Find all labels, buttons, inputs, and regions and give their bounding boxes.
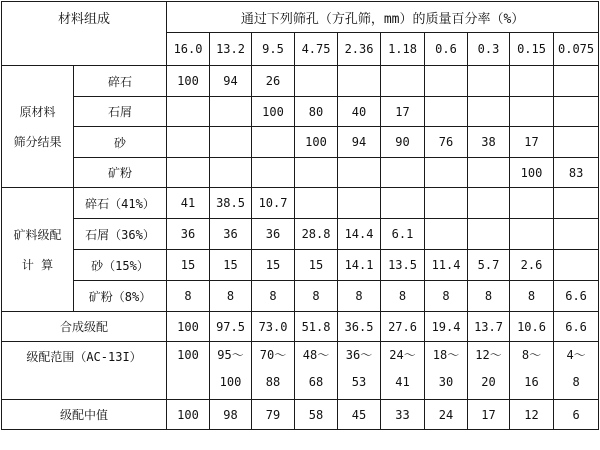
value-cell (295, 158, 338, 188)
range-lower: 8 (572, 375, 580, 389)
range-cell (210, 342, 252, 400)
value-cell: 8 (210, 281, 252, 312)
value-cell (554, 97, 599, 127)
value-cell: 36 (210, 219, 252, 250)
material-composition-header: 材料组成 (2, 2, 167, 66)
range-cell (510, 342, 554, 400)
range-cell (252, 342, 295, 400)
value-cell: 14.4 (338, 219, 381, 250)
value-cell (295, 66, 338, 97)
sieve-size-cell: 16.0 (167, 33, 210, 66)
range-upper: 4～ (566, 348, 586, 362)
value-cell: 8 (167, 281, 210, 312)
range-upper: 18～ (432, 348, 460, 362)
value-cell: 6 (554, 400, 599, 430)
value-cell (425, 97, 468, 127)
value-cell: 8 (338, 281, 381, 312)
value-cell: 2.6 (510, 250, 554, 281)
table-body (2, 2, 599, 430)
value-cell: 100 (510, 158, 554, 188)
range-upper: 36～ (345, 348, 373, 362)
value-cell: 27.6 (381, 312, 425, 342)
range-upper: 12～ (475, 348, 502, 362)
row-label: 矿粉 (74, 158, 167, 188)
gradation-calc-group-line: 计 算 (21, 257, 54, 272)
value-cell (468, 188, 510, 219)
value-cell (338, 66, 381, 97)
value-cell (252, 127, 295, 158)
sieve-size-cell: 2.36 (338, 33, 381, 66)
value-cell: 15 (167, 250, 210, 281)
row-label: 石屑（36%） (74, 219, 167, 250)
range-cell (167, 342, 210, 400)
raw-sieving-group (2, 66, 74, 188)
value-cell (554, 66, 599, 97)
value-cell: 6.6 (554, 281, 599, 312)
value-cell (381, 66, 425, 97)
value-cell (167, 97, 210, 127)
value-cell (510, 97, 554, 127)
value-cell: 79 (252, 400, 295, 430)
row-label: 碎石 (74, 66, 167, 97)
value-cell: 38 (468, 127, 510, 158)
value-cell: 100 (295, 127, 338, 158)
value-cell: 28.8 (295, 219, 338, 250)
range-upper: 95～ (217, 348, 244, 362)
value-cell: 24 (425, 400, 468, 430)
value-cell: 15 (210, 250, 252, 281)
value-cell: 36 (167, 219, 210, 250)
value-cell: 17 (381, 97, 425, 127)
value-cell: 94 (210, 66, 252, 97)
value-cell (468, 158, 510, 188)
range-cell (468, 342, 510, 400)
value-cell: 17 (510, 127, 554, 158)
value-cell: 5.7 (468, 250, 510, 281)
value-cell (468, 97, 510, 127)
value-cell: 83 (554, 158, 599, 188)
value-cell: 80 (295, 97, 338, 127)
value-cell (252, 158, 295, 188)
row-label: 矿粉（8%） (74, 281, 167, 312)
value-cell: 36 (252, 219, 295, 250)
value-cell: 12 (510, 400, 554, 430)
value-cell: 13.7 (468, 312, 510, 342)
value-cell: 11.4 (425, 250, 468, 281)
range-lower: 88 (265, 375, 281, 389)
value-cell: 13.5 (381, 250, 425, 281)
range-upper: 48～ (302, 348, 330, 362)
table-row (2, 281, 599, 312)
range-cell (295, 342, 338, 400)
value-cell: 19.4 (425, 312, 468, 342)
value-cell: 76 (425, 127, 468, 158)
range-cell (554, 342, 599, 400)
value-cell: 8 (381, 281, 425, 312)
value-cell (210, 158, 252, 188)
value-cell (167, 127, 210, 158)
sieve-size-cell: 13.2 (210, 33, 252, 66)
value-cell: 40 (338, 97, 381, 127)
value-cell: 33 (381, 400, 425, 430)
row-label: 石屑 (74, 97, 167, 127)
value-cell: 8 (295, 281, 338, 312)
value-cell: 90 (381, 127, 425, 158)
value-cell: 8 (510, 281, 554, 312)
gradation-median-row (2, 400, 599, 430)
value-cell (554, 188, 599, 219)
value-cell (338, 188, 381, 219)
sieve-size-cell: 9.5 (252, 33, 295, 66)
value-cell (425, 188, 468, 219)
value-cell (338, 158, 381, 188)
range-lower: 68 (308, 375, 324, 389)
value-cell (510, 188, 554, 219)
range-lower: 20 (481, 375, 496, 389)
value-cell: 8 (252, 281, 295, 312)
range-upper: 8～ (521, 348, 542, 362)
range-lower: 30 (438, 375, 454, 389)
value-cell: 100 (167, 400, 210, 430)
value-cell (425, 66, 468, 97)
gradation-table (1, 1, 599, 430)
value-cell: 6.1 (381, 219, 425, 250)
synthetic-gradation-label: 合成级配 (2, 312, 167, 342)
sieve-size-cell: 0.6 (425, 33, 468, 66)
value-cell (510, 219, 554, 250)
gradation-calc-group (2, 188, 74, 312)
value-cell: 73.0 (252, 312, 295, 342)
value-cell (425, 219, 468, 250)
value-cell: 36.5 (338, 312, 381, 342)
value-cell: 6.6 (554, 312, 599, 342)
value-cell (210, 127, 252, 158)
value-cell: 58 (295, 400, 338, 430)
table-row (2, 158, 599, 188)
range-lower: 41 (395, 375, 410, 389)
sieve-size-cell: 1.18 (381, 33, 425, 66)
value-cell: 10.6 (510, 312, 554, 342)
value-cell: 17 (468, 400, 510, 430)
value-cell (468, 219, 510, 250)
value-cell (210, 97, 252, 127)
sieve-size-cell: 0.15 (510, 33, 554, 66)
range-lower: 16 (524, 375, 539, 389)
value-cell (468, 66, 510, 97)
row-label: 碎石（41%） (74, 188, 167, 219)
value-cell: 8 (468, 281, 510, 312)
range-cell (338, 342, 381, 400)
value-cell (554, 127, 599, 158)
gradation-calc-group-line: 矿料级配 (13, 227, 62, 242)
value-cell (425, 158, 468, 188)
value-cell: 15 (252, 250, 295, 281)
range-cell (381, 342, 425, 400)
range-cell (425, 342, 468, 400)
table-row (2, 127, 599, 158)
value-cell: 94 (338, 127, 381, 158)
raw-sieving-group-line: 筛分结果 (13, 134, 62, 149)
table-row (2, 97, 599, 127)
row-label: 砂（15%） (74, 250, 167, 281)
sieve-size-cell: 0.075 (554, 33, 599, 66)
value-cell (167, 158, 210, 188)
table-row (2, 66, 599, 97)
gradation-range-row (2, 342, 599, 400)
value-cell: 98 (210, 400, 252, 430)
header-row (2, 2, 599, 33)
value-cell: 51.8 (295, 312, 338, 342)
value-cell (381, 158, 425, 188)
table-row (2, 250, 599, 281)
synthetic-gradation-row (2, 312, 599, 342)
range-upper: 24～ (389, 348, 416, 362)
table-row (2, 219, 599, 250)
value-cell (554, 250, 599, 281)
value-cell (295, 188, 338, 219)
sieve-size-cell: 0.3 (468, 33, 510, 66)
value-cell (554, 219, 599, 250)
value-cell: 100 (167, 66, 210, 97)
table-row (2, 188, 599, 219)
value-cell (510, 66, 554, 97)
value-cell: 15 (295, 250, 338, 281)
value-cell (381, 188, 425, 219)
raw-sieving-group-line: 原材料 (19, 104, 56, 119)
value-cell: 41 (167, 188, 210, 219)
value-cell: 10.7 (252, 188, 295, 219)
value-cell: 100 (167, 312, 210, 342)
range-lower: 53 (351, 375, 367, 389)
value-cell: 26 (252, 66, 295, 97)
value-cell: 8 (425, 281, 468, 312)
range-upper: 70～ (259, 348, 287, 362)
sieve-size-cell: 4.75 (295, 33, 338, 66)
value-cell: 45 (338, 400, 381, 430)
row-label: 砂 (74, 127, 167, 158)
range-lower: 100 (219, 375, 242, 389)
range-upper: 100 (177, 348, 199, 362)
value-cell: 14.1 (338, 250, 381, 281)
value-cell: 97.5 (210, 312, 252, 342)
gradation-median-label: 级配中值 (2, 400, 167, 430)
passing-percentage-header: 通过下列筛孔（方孔筛，mm）的质量百分率（%） (167, 2, 599, 33)
gradation-range-label: 级配范围（AC-13I） (2, 342, 167, 400)
value-cell: 100 (252, 97, 295, 127)
value-cell: 38.5 (210, 188, 252, 219)
